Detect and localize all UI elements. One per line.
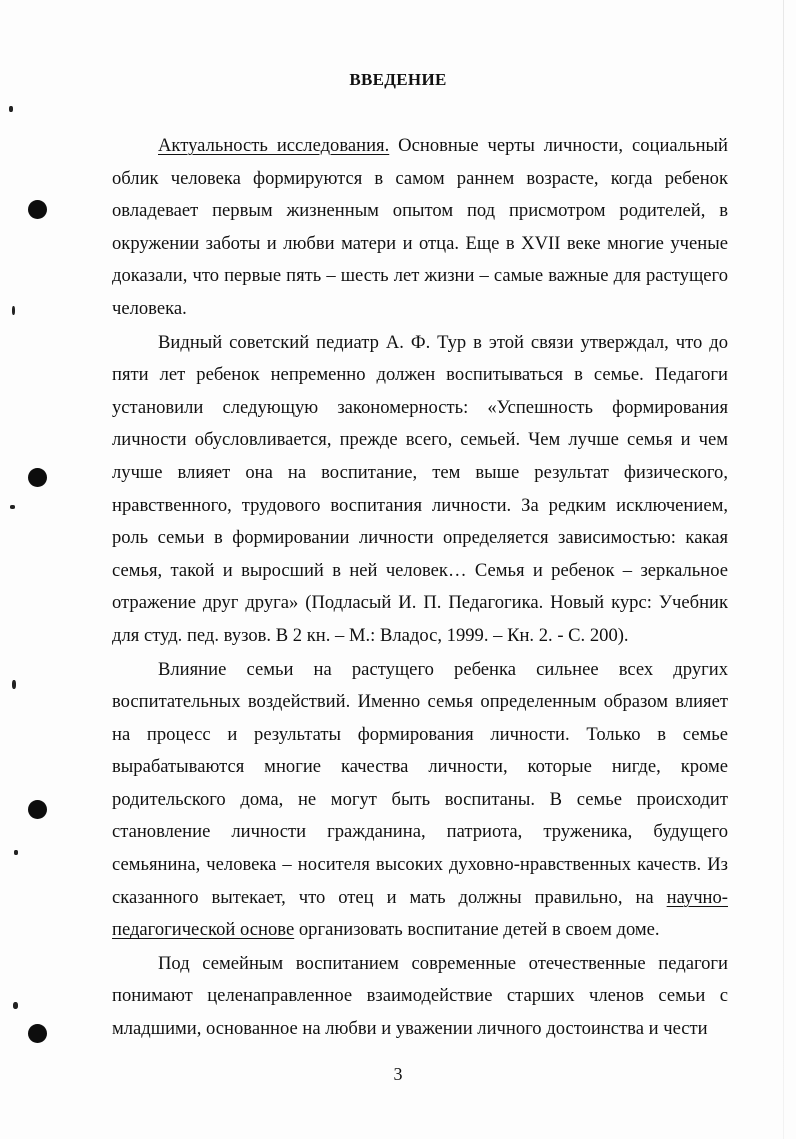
- paragraph-2: [112, 327, 728, 653]
- paragraph-text: Под семейным воспитанием современные отечественные педагоги понимают целенаправленное взаимодействие старших членов семьи с младшими, основанное на любви и уважении личного достоинства и чести: [112, 952, 728, 1040]
- punch-hole: [28, 1024, 47, 1043]
- scan-speck: [13, 1002, 18, 1009]
- scan-speck: [12, 306, 15, 315]
- scan-speck: [12, 680, 16, 689]
- scan-speck: [14, 850, 18, 855]
- paragraph-text: организовать воспитание детей в своем доме.: [294, 919, 660, 941]
- section-lead: Актуальность исследования.: [158, 135, 390, 156]
- scan-speck: [10, 505, 15, 509]
- punch-hole: [28, 800, 47, 819]
- underlined-phrase: научно-педагогической основе: [112, 886, 728, 941]
- paragraph-1: [112, 130, 728, 326]
- paragraph-4: [112, 948, 728, 1046]
- punch-hole: [28, 468, 47, 487]
- paragraph-text: Влияние семьи на растущего ребенка сильнее всех других воспитательных воздействий. Именно семья определенным образом влияет на процесс и результаты формирования личности. Только в семье вырабатываются многие качества личности, которые нигде, кроме родительского дома, не могут быть воспитаны. В семье происходит становление личности гражданина, патриота, труженика, будущего семьянина, человека – носителя высоких духовно-нравственных качеств. Из сказанного вытекает, что отец и мать должны правильно, на: [112, 658, 728, 908]
- punch-hole: [28, 200, 47, 219]
- paragraph-text: Основные черты личности, социальный облик человека формируются в самом раннем возрасте, когда ребенок овладевает первым жизненным опытом под присмотром родителей, в окружении заботы и любви матери и отца. Еще в XVII веке многие ученые доказали, что первые пять – шесть лет жизни – самые важные для растущего человека.: [112, 135, 728, 319]
- scan-edge-line: [783, 0, 784, 1139]
- page-title: ВВЕДЕНИЕ: [349, 70, 447, 89]
- page-number: 3: [393, 1064, 403, 1084]
- paragraph-3: [112, 654, 728, 947]
- scan-speck: [9, 106, 13, 112]
- paragraph-text: Видный советский педиатр А. Ф. Тур в этой связи утверждал, что до пяти лет ребенок непременно должен воспитываться в семье. Педагоги установили следующую закономерность: «Успешность формирования личности обусловливается, прежде всего, семьей. Чем лучше семья и чем лучше влияет она на воспитание, тем выше результат физического, нравственного, трудового воспитания личности. За редким исключением, роль семьи в формировании личности определяется зависимостью: какая семья, такой и выросший в ней человек… Семья и ребенок – зеркальное отражение друг друга» (Подласый И. П. Педагогика. Новый курс: Учебник для студ. пед. вузов. В 2 кн. – М.: Владос, 1999. – Кн. 2. - С. 200).: [112, 331, 728, 646]
- body-text: [112, 130, 728, 1046]
